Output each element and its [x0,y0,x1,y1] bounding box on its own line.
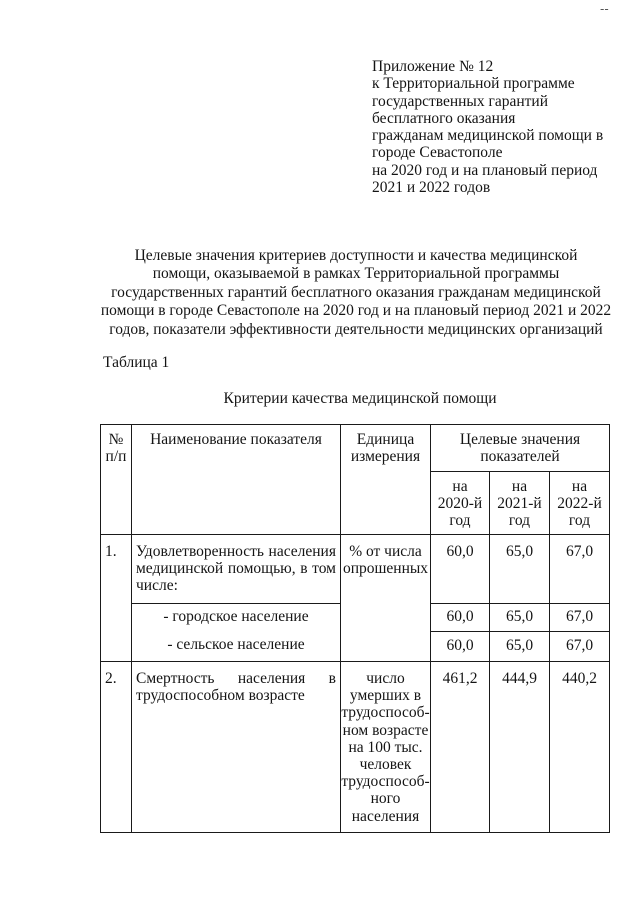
value-2022: 67,0 [550,535,610,604]
corner-mark: -- [600,2,609,16]
table-caption: Критерии качества медицинской помощи [223,390,497,407]
subrow-label: - городское население [132,604,341,632]
header-unit: Единица измерения [341,425,431,535]
header-year-2021: на 2021-й год [490,472,550,535]
heading-line: помощи в городе Севастополе на 2020 год и на плановый период 2021 и 2022 [100,302,612,320]
value-2022: 67,0 [550,631,610,662]
value-2021: 444,9 [490,662,550,833]
appendix-line: бесплатного оказания [372,109,516,127]
row-unit: число умерших в трудоспособ- ном возрасте на 100 тыс. человек трудоспособ- ного населения [341,662,431,833]
appendix-line: на 2020 год и на плановый период [372,161,598,179]
value-2020: 461,2 [431,662,490,833]
header-targets: Целевые значения показателей [431,425,610,472]
row-name: Удовлетворенность населения медицинской помощью, в том числе: [132,535,341,604]
row-num: 2. [101,662,132,833]
appendix-line: Приложение № 12 [372,58,494,75]
header-name: Наименование показателя [132,425,341,535]
value-2020: 60,0 [431,631,490,662]
value-2020: 60,0 [431,535,490,604]
table-row [101,535,610,604]
document-heading [96,247,616,339]
heading-line: годов, показатели эффективности деятельности медицинских организаций [109,320,603,338]
subrow-label: - сельское население [132,631,341,662]
header-row [101,425,610,472]
heading-line: Целевые значения критериев доступности и качества медицинской [134,247,578,264]
row-name: Смертность населения в трудоспособном возрасте [132,662,341,833]
appendix-line: городе Севастополе [372,144,503,162]
appendix-line: государственных гарантий [372,92,548,110]
value-2020: 60,0 [431,604,490,632]
table-label: Таблица 1 [103,354,170,371]
table-row [101,662,610,833]
heading-line: государственных гарантий бесплатного оказания гражданам медицинской [111,283,601,301]
header-year-2020: на 2020-й год [431,472,490,535]
value-2022: 67,0 [550,604,610,632]
value-2021: 65,0 [490,535,550,604]
appendix-line: к Территориальной программе [372,75,575,93]
criteria-table [100,424,610,833]
heading-line: помощи, оказываемой в рамках Территориальной программы [152,265,560,283]
value-2021: 65,0 [490,604,550,632]
header-year-2022: на 2022-й год [550,472,610,535]
value-2021: 65,0 [490,631,550,662]
header-num: № п/п [101,425,132,535]
appendix-block [372,58,603,196]
appendix-line: гражданам медицинской помощи в [372,127,604,145]
value-2022: 440,2 [550,662,610,833]
row-unit: % от числа опрошенных [341,535,431,662]
row-num: 1. [101,535,132,662]
appendix-line: 2021 и 2022 годов [372,179,491,197]
